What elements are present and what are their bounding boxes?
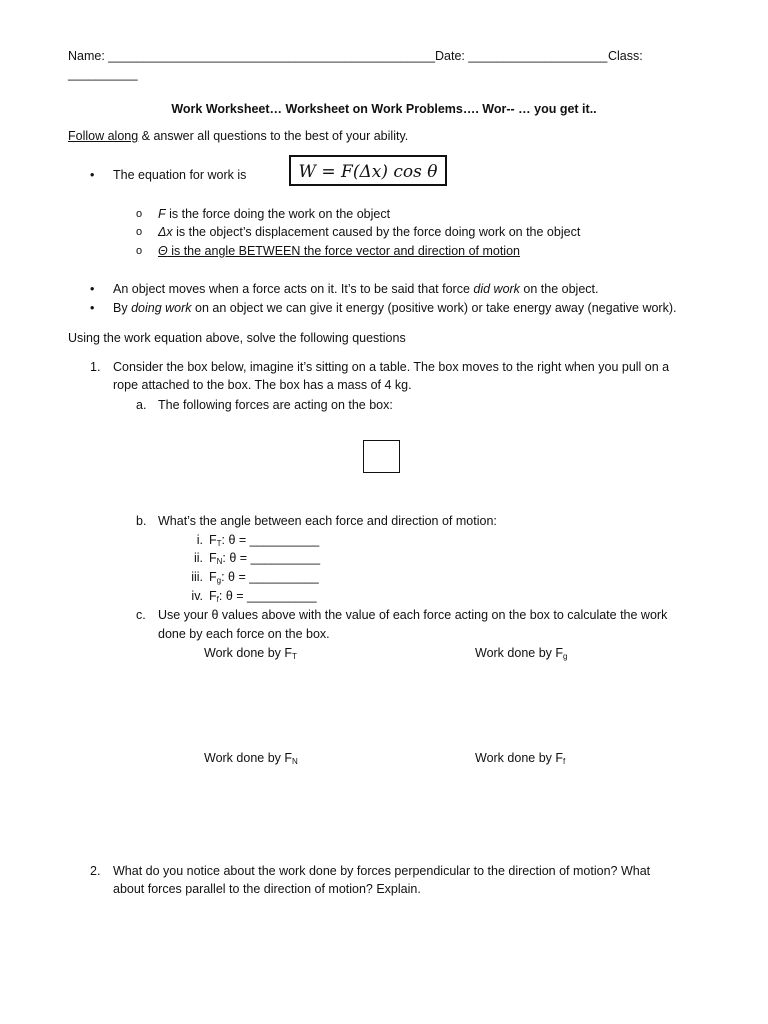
definition-symbol: F — [158, 207, 166, 221]
force-subscript: T — [216, 539, 222, 548]
worksheet-title: Work Worksheet… Worksheet on Work Problems…. Wor-- … you get it.. — [171, 102, 597, 116]
name-field-label: Name: _______________________________________________ — [68, 49, 436, 63]
definition-displacement — [158, 224, 580, 240]
angle-blank: : θ = __________ — [221, 570, 319, 584]
angle-item-num: iii. — [191, 570, 203, 584]
force-subscript: N — [216, 557, 223, 566]
work-done-friction-label — [475, 750, 565, 770]
force-subscript: g — [563, 652, 568, 661]
force-subscript: T — [292, 652, 297, 661]
definition-symbol: Θ — [158, 244, 168, 258]
q1c-label: c. — [136, 608, 146, 622]
angle-item-friction — [185, 588, 317, 608]
work-label-text: Work done by F — [204, 751, 293, 765]
definition-symbol: Δx — [158, 225, 173, 239]
q1a-text: The following forces are acting on the box: — [158, 398, 393, 412]
angle-blank: : θ = __________ — [221, 533, 320, 547]
force-subscript: f — [216, 595, 219, 604]
work-done-gravity-label — [475, 645, 567, 665]
work-equation-box — [289, 155, 447, 186]
definition-angle — [158, 243, 520, 259]
bullet-text: An object moves when a force acts on it. It’s to be said that force — [113, 282, 474, 296]
work-label-text: Work done by F — [475, 751, 564, 765]
bullet-text: By — [113, 301, 132, 315]
work-label-text: Work done by F — [204, 646, 293, 660]
definition-text: is the object’s displacement caused by the force doing work on the object — [172, 225, 581, 239]
definition-text: is the force doing the work on the object — [165, 207, 391, 221]
force-symbol: F — [209, 551, 217, 565]
work-done-normal-label — [204, 750, 298, 770]
q1a-label: a. — [136, 398, 147, 412]
q1c-text-line1: Use your θ values above with the value of each force acting on the box to calculate the work — [158, 608, 668, 622]
force-symbol: F — [209, 589, 217, 603]
q1b-label: b. — [136, 514, 147, 528]
q2-text-line1: What do you notice about the work done by forces perpendicular to the direction of motion? What — [113, 864, 651, 878]
bullet-doing-work — [113, 300, 676, 316]
work-label-text: Work done by F — [475, 646, 564, 660]
force-subscript: f — [563, 757, 566, 766]
angle-blank: : θ = __________ — [218, 589, 317, 603]
bullet-italic: did work — [473, 282, 520, 296]
force-subscript: N — [292, 757, 298, 766]
angle-item-tension — [185, 532, 319, 552]
definition-text: is the angle BETWEEN the force vector and direction of motion — [167, 244, 520, 258]
instructions: Using the work equation above, solve the following questions — [68, 331, 406, 345]
bullet-text: on an object we can give it energy (positive work) or take energy away (negative work). — [191, 301, 677, 315]
q1-number: 1. — [90, 360, 101, 374]
force-symbol: F — [209, 570, 217, 584]
angle-item-num: ii. — [193, 551, 203, 565]
equation-lead: • The equation for work is — [113, 167, 246, 183]
work-done-tension-label — [204, 645, 297, 665]
date-field-label: Date: ____________________ — [435, 49, 608, 63]
angle-item-num: i. — [196, 533, 203, 547]
box-diagram — [363, 440, 400, 473]
bullet-italic: doing work — [131, 301, 192, 315]
force-subscript: g — [216, 576, 222, 585]
q1c-text-line2: done by each force on the box. — [158, 627, 330, 641]
class-field-label: Class: — [608, 49, 643, 63]
follow-along-text: Follow along — [68, 129, 139, 143]
class-blank-line: __________ — [68, 67, 138, 81]
q2-number: 2. — [90, 864, 101, 878]
q1b-text: What’s the angle between each force and direction of motion: — [158, 514, 497, 528]
work-equation-formula: W = F(Δx) cos θ — [298, 162, 438, 182]
intro-line — [68, 128, 408, 144]
q2-text-line2: about forces parallel to the direction of motion? Explain. — [113, 882, 421, 896]
force-symbol: F — [209, 533, 217, 547]
q1-text-line1: Consider the box below, imagine it’s sitting on a table. The box moves to the right when you pull on a — [113, 360, 670, 374]
angle-blank: : θ = __________ — [222, 551, 321, 565]
q1-text-line2: rope attached to the box. The box has a mass of 4 kg. — [113, 378, 412, 392]
bullet-text: on the object. — [519, 282, 599, 296]
intro-rest-text: & answer all questions to the best of your ability. — [138, 129, 409, 143]
definition-force — [158, 206, 390, 222]
bullet-did-work — [113, 281, 598, 297]
angle-item-normal — [185, 550, 320, 570]
angle-item-gravity — [185, 569, 319, 589]
angle-item-num: iv. — [191, 589, 203, 603]
